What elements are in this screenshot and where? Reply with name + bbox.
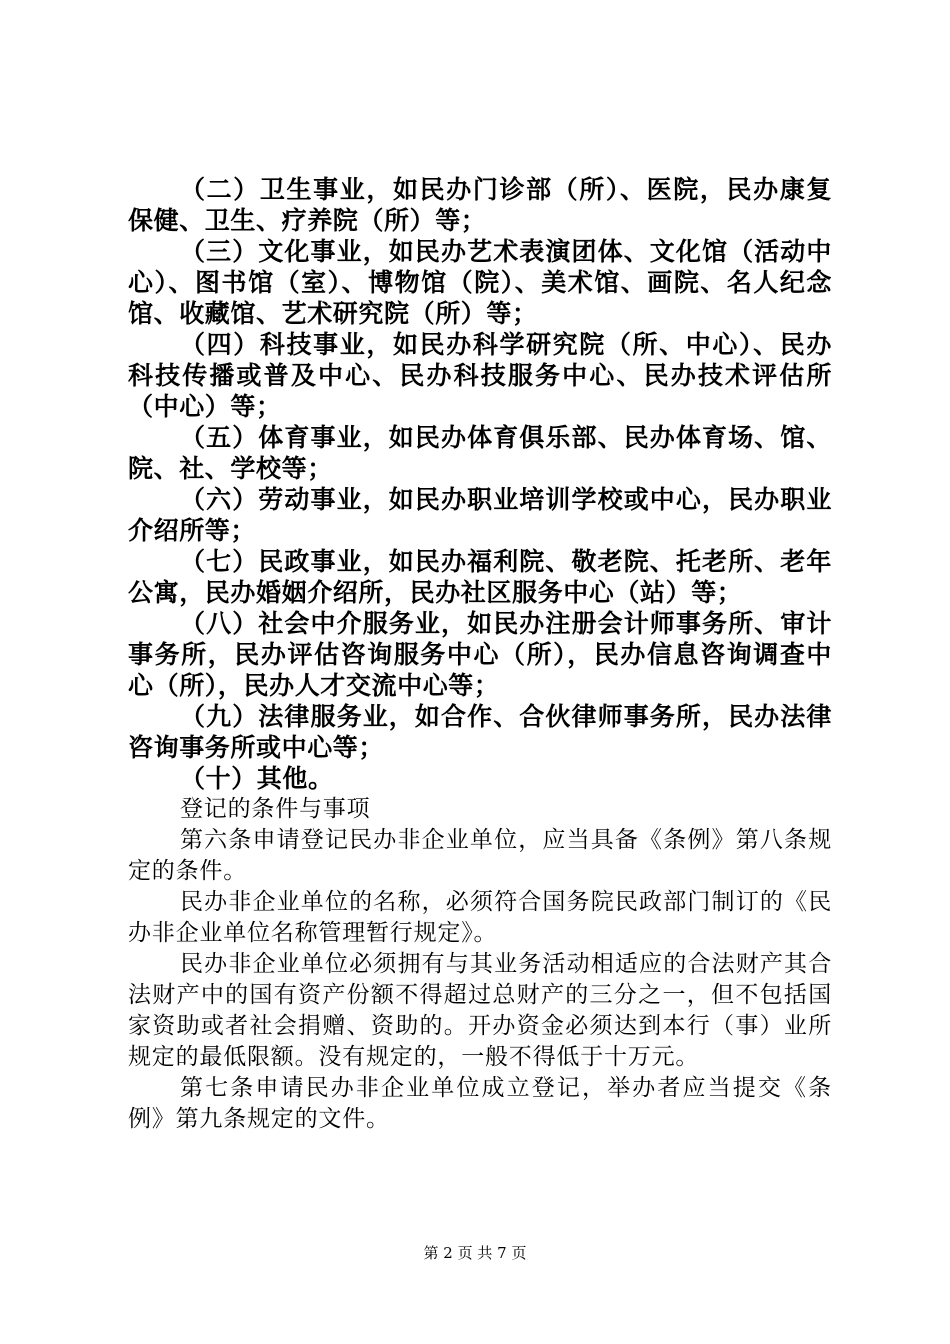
- page-footer: 第 2 页 共 7 页: [423, 1244, 527, 1262]
- paragraph-property-rule: 民办非企业单位必须拥有与其业务活动相适应的合法财产其合法财产中的国有资产份额不得超过总财产的三分之一，但不包括国家资助或者社会捐赠、资助的。开办资金必须达到本行（事）业所规定的最低限额。没有规定的，一般不得低于十万元。: [128, 951, 832, 1070]
- section-heading: 登记的条件与事项: [180, 796, 371, 822]
- paragraph-other: （十）其他。: [180, 764, 334, 793]
- article-seven: 第七条申请民办非企业单位成立登记，举办者应当提交《条例》第九条规定的文件。: [128, 1075, 832, 1132]
- article-six: 第六条申请登记民办非企业单位，应当具备《条例》第八条规定的条件。: [128, 827, 832, 884]
- paragraph-culture: （三）文化事业，如民办艺术表演团体、文化馆（活动中心）、图书馆（室）、博物馆（院）、美术馆、画院、名人纪念馆、收藏馆、艺术研究院（所）等；: [128, 237, 832, 328]
- paragraph-labor: （六）劳动事业，如民办职业培训学校或中心，民办职业介绍所等；: [128, 485, 832, 545]
- paragraph-science: （四）科技事业，如民办科学研究院（所、中心）、民办科技传播或普及中心、民办科技服务中心、民办技术评估所（中心）等；: [128, 330, 832, 421]
- paragraph-legal: （九）法律服务业，如合作、合伙律师事务所，民办法律咨询事务所或中心等；: [128, 702, 832, 762]
- paragraph-civil-affairs: （七）民政事业，如民办福利院、敬老院、托老所、老年公寓，民办婚姻介绍所，民办社区服务中心（站）等；: [128, 547, 832, 607]
- document-body: [128, 174, 832, 1135]
- paragraph-health: （二）卫生事业，如民办门诊部（所）、医院，民办康复保健、卫生、疗养院（所）等；: [128, 175, 832, 235]
- paragraph-sports: （五）体育事业，如民办体育俱乐部、民办体育场、馆、院、社、学校等；: [128, 423, 832, 483]
- paragraph-name-rule: 民办非企业单位的名称，必须符合国务院民政部门制订的《民办非企业单位名称管理暂行规定》。: [128, 889, 832, 946]
- paragraph-intermediary: （八）社会中介服务业，如民办注册会计师事务所、审计事务所，民办评估咨询服务中心（所），民办信息咨询调查中心（所），民办人才交流中心等；: [128, 609, 832, 700]
